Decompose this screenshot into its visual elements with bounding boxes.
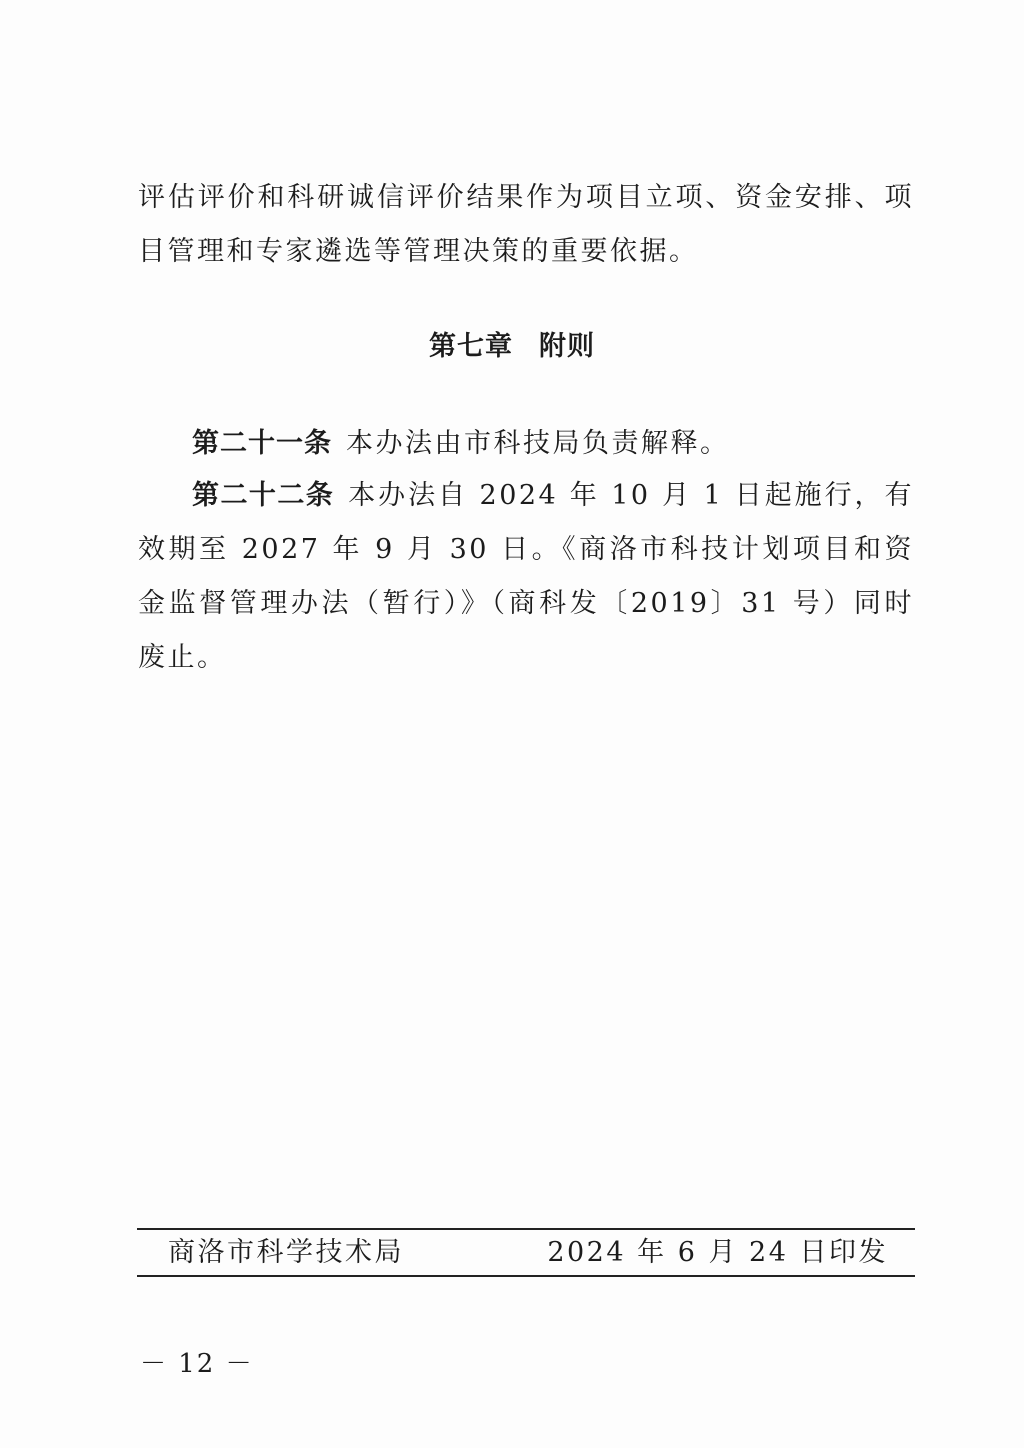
article-21: [138, 417, 914, 471]
chapter-heading: [0, 320, 1024, 374]
article-22: [138, 469, 914, 685]
issuing-authority: 商洛市科学技术局: [168, 1237, 404, 1268]
page-number: － 12 －: [140, 1349, 254, 1379]
article-21-text: 本办法由市科技局负责解释。: [346, 428, 730, 459]
footer-divider-bottom: [137, 1275, 915, 1277]
article-22-text: 本办法自 2024 年 10 月 1 日起施行，有效期至 2027 年 9 月 30 日。《商洛市科技计划项目和资金监督管理办法（暂行）》（商科发〔2019〕31 号）同时废止。: [138, 480, 914, 673]
footer-divider-top: [137, 1228, 915, 1230]
issue-date: 2024 年 6 月 24 日印发: [547, 1237, 888, 1268]
paragraph-text: 评估评价和科研诚信评价结果作为项目立项、资金安排、项目管理和专家遴选等管理决策的重要依据。: [138, 182, 914, 267]
chapter-number: 第七章: [429, 331, 513, 362]
article-22-label: 第二十二条: [192, 480, 335, 511]
article-21-label: 第二十一条: [192, 428, 332, 459]
chapter-name: 附则: [539, 331, 595, 362]
